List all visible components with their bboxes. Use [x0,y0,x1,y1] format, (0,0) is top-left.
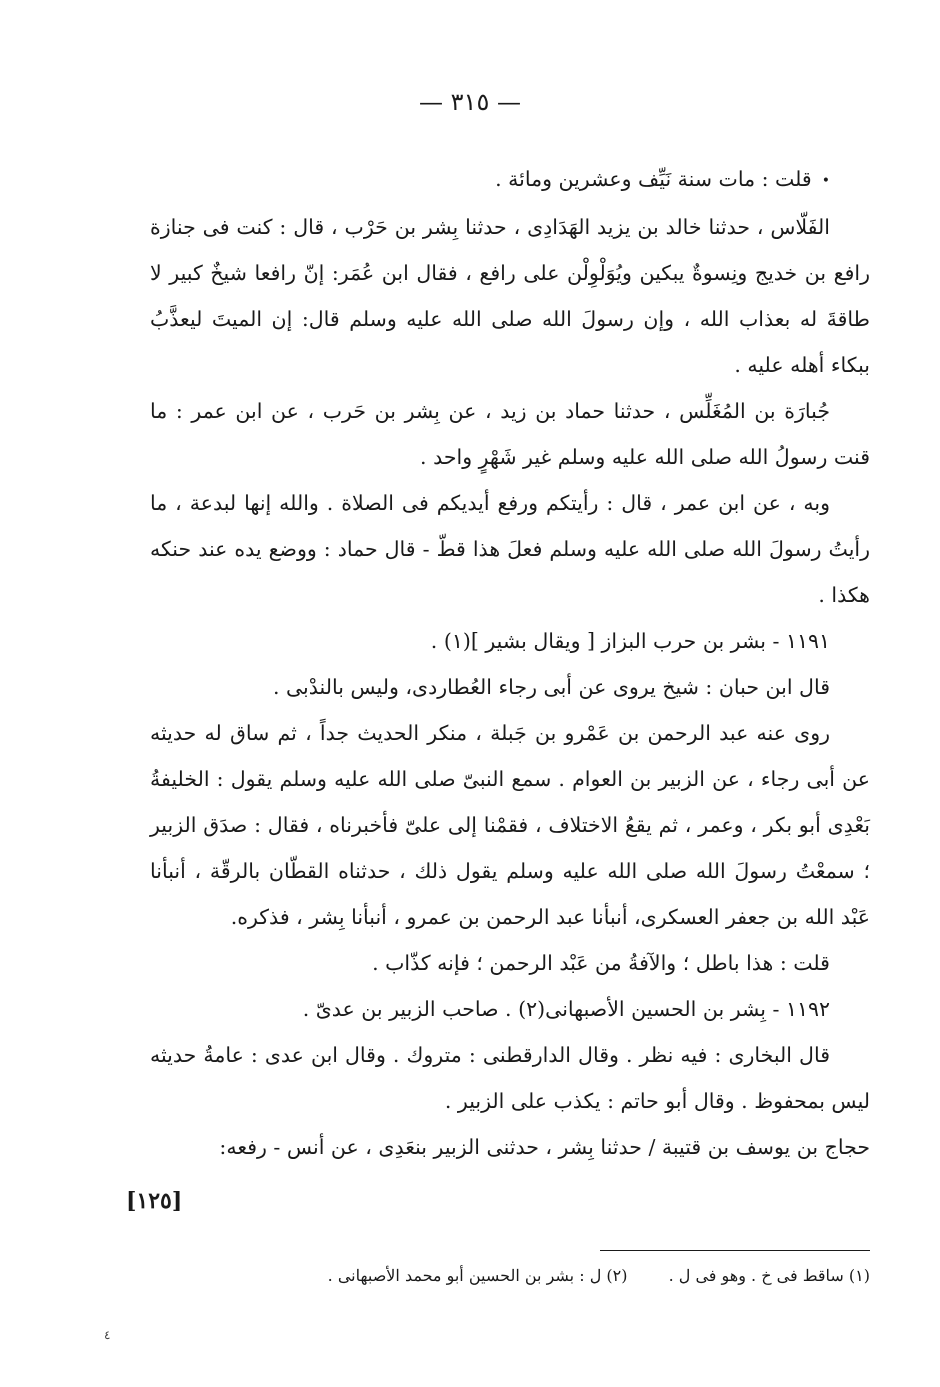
paragraph-caliphate-hadith: روى عنه عبد الرحمن بن عَمْرو بن جَبلة ، منكر الحديث جداً ، ثم ساق له حديثه عن أبى رجاء ، عن الزبير بن العوام . سمع النبىّ صلى الله عليه وسلم يقول : الخليفةُ بَعْدِى أبو بكر ، وعمر ، ثم يقعُ الاختلاف ، فقمْنا إلى علىّ فأخبرناه ، فقال : صدَق الزبير ؛ سمعْتُ رسولَ الله صلى الله عليه وسلم يقول ذلك ، حدثناه القطّان بالرقّة ، أنبأنا عَبْد الله بن جعفر العسكرى، أنبأنا عبد الرحمن بن عمرو ، أنبأنا بِشر ، فذكره. [150,720,870,929]
stray-ink-mark: ٤ [104,1328,111,1342]
paragraph-hadith-rafi: الفَلّاس ، حدثنا خالد بن يزيد الهَدَادِى ، حدثنا بِشر بن حَرْب ، قال : كنت فى جنازة رافع بن خديج ونِسوةٌ يبكين ويُوَلْوِلْن على رافع ، فقال ابن عُمَر: إنّ رافعا شيخٌ كبير لا طاقةَ له بعذاب الله ، وإن رسولَ الله صلى الله عليه وسلم قال: إن الميتَ ليعذَّبُ ببكاء أهله عليه . [150,214,870,377]
paragraph-note-death [150,156,870,204]
footnotes [170,1262,870,1290]
paragraph-text: قلت : مات سنة نَيِّف وعشرين ومائة . [495,167,812,191]
main-text [150,156,870,1170]
entry-heading-1191: ١١٩١ - بشر بن حرب البزاز [ ويقال بشير ](١) . [430,628,830,653]
paragraph-verdict: قلت : هذا باطل ؛ والآفةُ من عَبْد الرحمن ؛ فإنه كذّاب . [372,950,830,975]
paragraph-ibn-hibban: قال ابن حبان : شيخ يروى عن أبى رجاء العُطاردى، وليس بالندْبى . [272,674,830,699]
bullet-icon: • [821,172,830,189]
paragraph-hadith-raising-hands: وبه ، عن ابن عمر ، قال : رأيتكم ورفع أيديكم فى الصلاة . والله إنها لبدعة ، ما رأيتُ رسولَ الله صلى الله عليه وسلم فعلَ هذا قطّ - قال حماد : ووضع يده عند حنكه هكذا . [150,490,870,607]
margin-folio-mark: [١٢٥] [126,1188,183,1214]
page-number: — ٣١٥ — [419,88,521,116]
footnote-2: (٢) ل : بشر بن الحسين أبو محمد الأصبهانى . [327,1266,628,1285]
footnote-divider [600,1250,870,1251]
entry-heading-1192: ١١٩٢ - بِشر بن الحسين الأصبهانى(٢) . صاحب الزبير بن عدىّ . [302,996,830,1021]
footnote-1: (١) ساقط فى خ . وهو فى ل . [668,1266,870,1285]
paragraph-hajjaj: حجاج بن يوسف بن قتيبة / حدثنا بِشر ، حدثنى الزبير بنعَدِى ، عن أنس - رفعه: [219,1134,870,1159]
paragraph-hadith-qunut: جُبارَة بن المُغَلِّس ، حدثنا حماد بن زيد ، عن بِشر بن حَرب ، عن ابن عمر : ما قنت رسولُ الله صلى الله عليه وسلم غير شَهْرٍ واحد . [150,398,870,469]
paragraph-critics: قال البخارى : فيه نظر . وقال الدارقطنى : متروك . وقال ابن عدى : عامةُ حديثه ليس بمحفوظ . وقال أبو حاتم : يكذب على الزبير . [150,1042,870,1113]
